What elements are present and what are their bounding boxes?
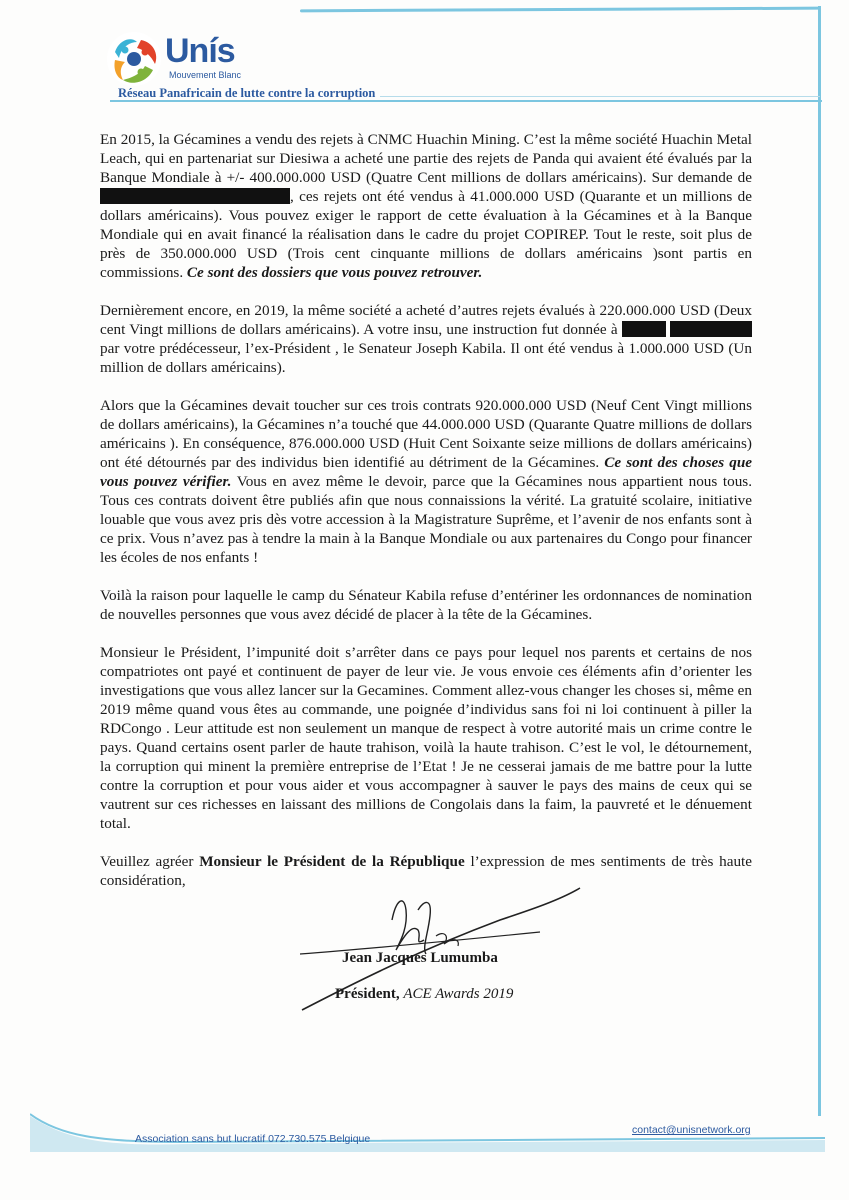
paragraph-3-text-a: Alors que la Gécamines devait toucher sur ces trois contrats 920.000.000 USD (Neuf Cent Vingt millions de dollars américains), la Gécamines n’a touché que 44.000.000 USD (Quarante Quatre millions de dollars américains ). En conséquence, 876.000.000 USD (Huit Cent Soixante seize millions de dollars américains) ont été détournés par des individus bien identifié au détriment de la Gécamines. [100, 397, 752, 471]
signatory-title [335, 986, 513, 1003]
paragraph-3-text-b: Vous en avez même le devoir, parce que la Gécamines nous appartient nous tous. Tous ces contrats doivent être publiés afin que nous connaissions la vérité. La gratuité scolaire, initiative louable que vous avez pris dès votre accession à la Magistrature Suprême, et l’avenir de nos enfants sont à ce prix. Vous n’avez pas à tendre la main à la Banque Mondiale ou aux partenaires du Congo pour financer les écoles de nos enfants ! [100, 473, 753, 566]
redaction-bar [670, 321, 752, 337]
redaction-bar [100, 188, 290, 204]
header-rule [110, 100, 822, 102]
footer-contact-link[interactable]: contact@unisnetwork.org [632, 1124, 751, 1136]
header-thin-rule [380, 96, 820, 97]
paragraph-3-emphasis: Ce sont des choses que vous pouvez vérifier. [100, 454, 753, 490]
right-margin-rule [818, 6, 821, 1116]
logo [105, 30, 305, 90]
signatory-role: Président, [335, 986, 400, 1002]
signatory-name: Jean Jacques Lumumba [342, 950, 498, 966]
closing-text-a: Veuillez agréer [100, 853, 194, 870]
footer-association-info: Association sans but lucratif 072.730.575 Belgique [135, 1133, 371, 1145]
paragraph-2-text-b: par votre prédécesseur, l’ex-Président , le Senateur Joseph Kabila. Il ont été vendus à 1.000.000 USD (Un million de dollars américains). [100, 340, 752, 376]
paragraph-1-text-a: En 2015, la Gécamines a vendu des rejets à CNMC Huachin Mining. C’est la même société Huachin Metal Leach, qui en partenariat sur Diesiwa a acheté une partie des rejets de Panda qui avaient été évalués par la Banque Mondiale à +/- 400.000.000 USD (Quatre Cent millions de dollars américains). Sur demande de [100, 131, 752, 186]
paragraph-4: Voilà la raison pour laquelle le camp du Sénateur Kabila refuse d’entériner les ordonnances de nomination de nouvelles personnes que vous avez décidé de placer à la tête de la Gécamines. [100, 587, 752, 623]
paragraph-1-emphasis: Ce sont des dossiers que vous pouvez retrouver. [186, 264, 483, 281]
signatory-award: ACE Awards 2019 [403, 986, 514, 1002]
paragraph-2-text-a: Dernièrement encore, en 2019, la même société a acheté d’autres rejets évalués à 220.000.000 USD (Deux cent Vingt millions de dollars américains). A votre insu, une instruction fut donnée à [100, 302, 752, 338]
closing-addressee: Monsieur le Président de la République [199, 853, 465, 870]
header-top-rule [300, 7, 820, 13]
logo-subtitle: Mouvement Blanc [169, 70, 242, 80]
paragraph-2 [100, 301, 752, 377]
closing-text-b: l’expression de mes sentiments de très haute considération, [100, 853, 753, 889]
paragraph-3 [100, 396, 752, 567]
organization-tagline: Réseau Panafricain de lutte contre la corruption [118, 86, 376, 100]
logo-name: Unís [165, 32, 235, 70]
redaction-bar [622, 321, 666, 337]
logo-people-icon [105, 30, 163, 88]
paragraph-1 [100, 130, 752, 282]
paragraph-1-text-b: , ces rejets ont été vendus à 41.000.000 USD (Quarante et un millions de dollars américains). Vous pouvez exiger le rapport de cette évaluation à la Gécamines et à la Banque Mondiale qui en avait financé la réalisation dans le cadre du projet COPIREP. Tout le reste, soit plus de près de 350.000.000 USD (Trois cent cinquante millions de dollars américains )sont partis en commissions. [100, 188, 752, 281]
letter-body [100, 130, 752, 909]
paragraph-5: Monsieur le Président, l’impunité doit s’arrêter dans ce pays pour lequel nos parents et certains de nos compatriotes ont payé et continuent de payer de leur vie. Je vous envoie ces éléments afin d’orienter les investigations que vous allez lancer sur la Gecamines. Comment allez-vous changer les choses si, même en 2019 même quand vous êtes au commande, une poignée d’individus sans foi ni loi continuent à piller la RDCongo . Leur attitude est non seulement un manque de respect à votre autorité mais un crime contre le pays. Quand certains osent parler de haute trahison, voilà la haute trahison. C’est le vol, le détournement, la corruption qui minent la première entreprise de l’Etat ! Je ne cesserai jamais de me battre pour la lutte contre la corruption et pour vous aider et vous accompagner à sauver le pays des mains de ceux qui se vautrent sur ces richesses en laissant des millions de Congolais dans la faim, la pauvreté et le dénuement total. [100, 644, 752, 832]
